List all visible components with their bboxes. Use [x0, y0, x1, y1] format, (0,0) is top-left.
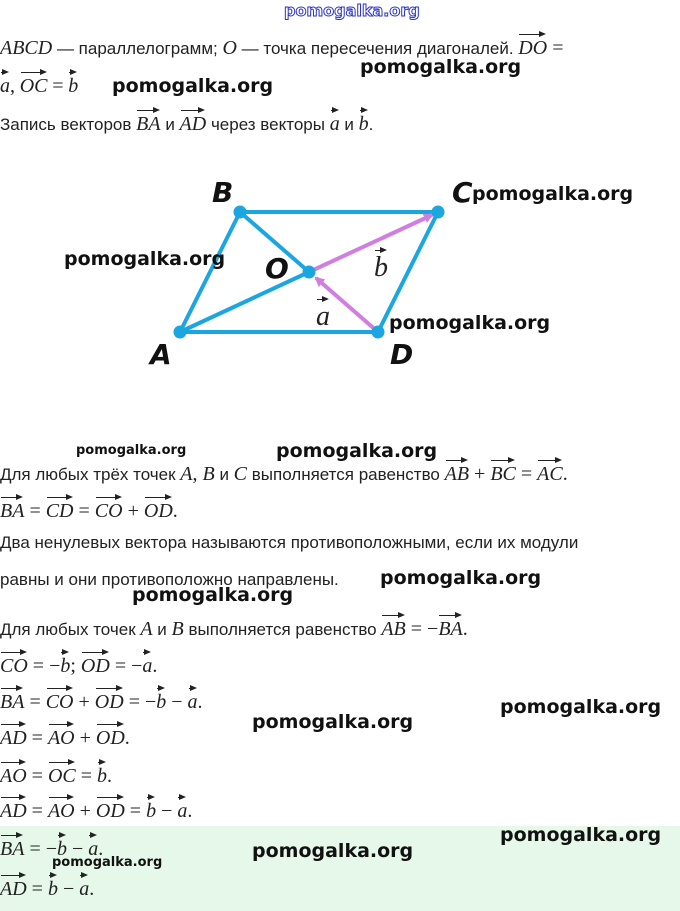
vector-a: a [177, 795, 187, 821]
vector-ab: AB [445, 458, 469, 484]
vector-oc: OC [20, 70, 48, 96]
label-o: O [265, 252, 289, 285]
label-b: B [212, 176, 234, 209]
text: — точка пересечения диагоналей. [236, 39, 519, 58]
math-eq: = [547, 37, 564, 59]
watermark: pomogalka.org [252, 711, 414, 733]
math-minus: − [67, 838, 89, 860]
equation-ba-cd [0, 495, 178, 523]
math-eq: = [26, 765, 48, 787]
math-minus: − [156, 800, 178, 822]
vector-ao: AO [0, 760, 27, 786]
vector-ba: BA [136, 108, 160, 134]
math-comma: , [192, 463, 203, 485]
vector-ba: BA [0, 833, 24, 859]
math-comma: , [10, 75, 15, 97]
text: — параллелограмм; [52, 39, 223, 58]
vector-cd: CD [46, 495, 74, 521]
watermark: pomogalka.org [76, 443, 187, 458]
vector-ao: AO [48, 795, 75, 821]
vector-b: b [146, 795, 156, 821]
math-dot: . [562, 463, 568, 485]
math-eq: = − [27, 655, 61, 677]
math-b: B [202, 463, 215, 485]
vector-a: a [79, 873, 89, 899]
line-triangle-rule [0, 458, 568, 486]
definition-line-1: Два ненулевых вектора называются противоположными, если их модули [0, 533, 579, 552]
math-dot: . [172, 500, 178, 522]
vector-od: OD [81, 650, 110, 676]
math-a: A [140, 618, 153, 640]
diagram-vector-b-label: b [374, 248, 388, 283]
vector-od: OD [96, 722, 125, 748]
vector-do: DO [518, 32, 547, 58]
math-b: B [171, 618, 184, 640]
text: и [339, 115, 359, 134]
math-sep: ; [70, 655, 81, 677]
vector-a: a [88, 833, 98, 859]
vector-ab: AB [381, 613, 405, 639]
parallelogram-diagram [0, 0, 680, 420]
point-a [174, 326, 187, 339]
watermark: pomogalka.org [64, 248, 226, 270]
vector-a: a [142, 650, 152, 676]
equation-ba-result [0, 686, 203, 714]
vector-od: OD [144, 495, 173, 521]
vector-ba: BA [0, 686, 24, 712]
equation-ao-oc [0, 760, 112, 788]
text: выполняется равенство [183, 620, 382, 639]
vector-ad: AD [0, 873, 27, 899]
text: Запись векторов [0, 115, 137, 134]
vector-co: CO [0, 650, 28, 676]
point-c [432, 206, 445, 219]
math-dot: . [107, 765, 113, 787]
equation-ad-result [0, 795, 192, 823]
watermark: pomogalka.org [472, 183, 634, 205]
math-eq: = − [123, 691, 157, 713]
vector-ad: AD [0, 795, 27, 821]
math-plus: + [122, 500, 144, 522]
vector-oc: OC [48, 760, 76, 786]
label-c: C [452, 176, 473, 209]
math-abcd: ABCD [0, 37, 53, 59]
vector-ao: AO [48, 722, 75, 748]
vector-ac: AC [537, 458, 563, 484]
point-b [234, 206, 247, 219]
label-d: D [390, 338, 414, 371]
vector-ad: AD [180, 108, 207, 134]
math-dot: . [89, 878, 95, 900]
watermark: pomogalka.org [500, 696, 662, 718]
vector-od: OD [96, 795, 125, 821]
diagonal-ao [180, 272, 309, 332]
math-dot: . [124, 727, 130, 749]
vector-a: a [0, 70, 10, 96]
math-plus: + [73, 691, 95, 713]
math-minus: − [57, 878, 80, 900]
math-plus: + [74, 800, 96, 822]
text: и [160, 115, 180, 134]
vector-ba: BA [0, 495, 24, 521]
math-eq: = [24, 691, 46, 713]
vector-a: a [330, 108, 340, 134]
watermark: pomogalka.org [252, 840, 414, 862]
text: и [214, 465, 234, 484]
watermark: pomogalka.org [276, 440, 438, 462]
vector-b: b [48, 873, 58, 899]
math-eq: = [515, 463, 538, 485]
vector-co: CO [95, 495, 123, 521]
text: и [152, 620, 172, 639]
math-eq: = [26, 727, 48, 749]
watermark: pomogalka.org [52, 855, 163, 870]
math-eq: = [26, 800, 48, 822]
watermark-top: pomogalka.org [284, 1, 420, 20]
vector-b: b [68, 70, 78, 96]
math-dot: . [197, 691, 203, 713]
point-d [372, 326, 385, 339]
watermark: pomogalka.org [389, 312, 551, 334]
math-eq: = [73, 500, 95, 522]
watermark: pomogalka.org [112, 75, 274, 97]
vector-b: b [60, 650, 70, 676]
text: через векторы [206, 115, 330, 134]
answer-ad [0, 873, 94, 901]
math-o: O [222, 37, 237, 59]
diagram-vector-a-label: a [316, 297, 330, 332]
text: . [368, 115, 374, 134]
vector-ad: AD [0, 722, 27, 748]
watermark: pomogalka.org [380, 567, 542, 589]
math-dot: . [98, 838, 104, 860]
vector-b: b [359, 108, 369, 134]
equation-ad-sum [0, 722, 130, 750]
math-plus: + [74, 727, 96, 749]
line-opposite-rule [0, 613, 468, 641]
math-dot: . [152, 655, 158, 677]
equation-co-od [0, 650, 157, 678]
math-minus: − [166, 691, 188, 713]
math-eq: = − [24, 838, 57, 860]
math-eq: = [52, 75, 64, 97]
math-dot: . [462, 618, 468, 640]
math-dot: . [187, 800, 193, 822]
label-a: A [150, 338, 172, 371]
math-eq: = [24, 500, 46, 522]
watermark: pomogalka.org [132, 584, 294, 606]
math-eq: = [75, 765, 98, 787]
vector-b: b [97, 760, 107, 786]
vector-b: b [57, 833, 67, 859]
text: Для любых точек [0, 620, 141, 639]
math-eq: = − [405, 618, 439, 640]
watermark: pomogalka.org [500, 824, 662, 846]
vector-a: a [188, 686, 198, 712]
vector-b: b [156, 686, 166, 712]
math-c: C [233, 463, 248, 485]
vector-ba: BA [438, 613, 462, 639]
definition-line-2: равны и они противоположно направлены. [0, 570, 339, 589]
math-eq: = [124, 800, 147, 822]
math-plus: + [469, 463, 491, 485]
math-eq: = [26, 878, 48, 900]
vector-bc: BC [490, 458, 516, 484]
math-eq: = − [109, 655, 143, 677]
watermark: pomogalka.org [360, 56, 522, 78]
math-a: A [180, 463, 193, 485]
text: выполняется равенство [247, 465, 445, 484]
vector-od: OD [95, 686, 124, 712]
text: Для любых трёх точек [0, 465, 181, 484]
point-o [303, 266, 316, 279]
vector-co: CO [46, 686, 74, 712]
